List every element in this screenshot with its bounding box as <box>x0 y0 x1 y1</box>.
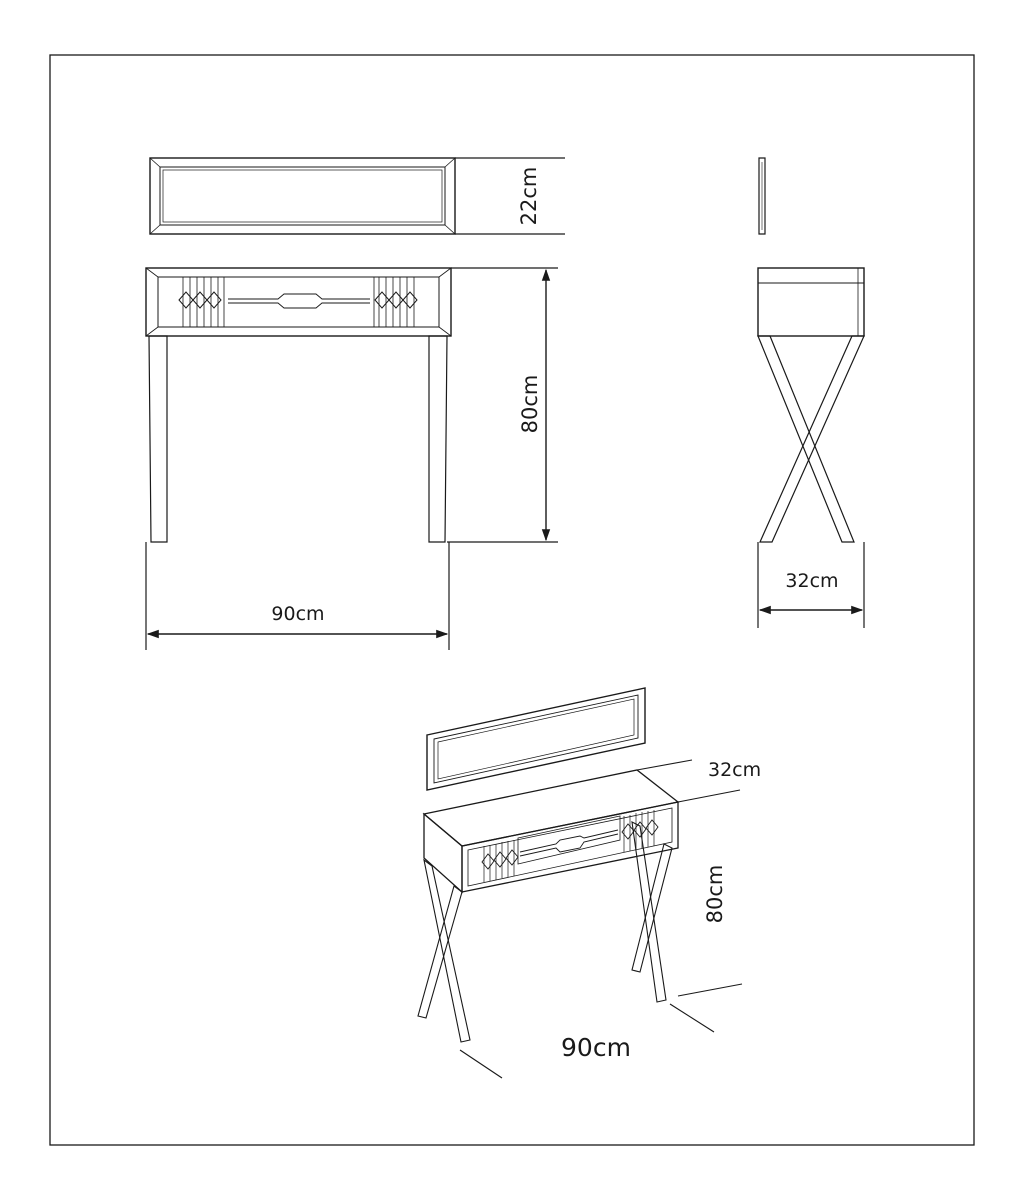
iso-depth-label: 32cm <box>708 759 762 781</box>
iso-right-diamond-panel <box>622 810 658 852</box>
drawing-frame <box>50 55 974 1145</box>
front-left-diamond-panel <box>179 277 221 327</box>
front-right-diamond-panel <box>375 277 417 327</box>
iso-width-label: 90cm <box>561 1033 631 1062</box>
mirror-height-dimension <box>455 158 565 234</box>
side-view <box>758 158 864 628</box>
front-view <box>146 158 565 650</box>
table-depth-label: 32cm <box>785 570 839 592</box>
table-width-label: 90cm <box>271 603 325 625</box>
isometric-view <box>418 688 761 1078</box>
iso-dimension-lines <box>460 760 742 1078</box>
side-table-body <box>758 268 864 336</box>
iso-height-label: 80cm <box>703 864 727 924</box>
iso-legs <box>418 822 672 1042</box>
mirror-height-label: 22cm <box>517 166 541 226</box>
front-mirror <box>150 158 455 234</box>
front-legs <box>149 336 447 542</box>
side-crossed-legs <box>758 336 864 542</box>
table-height-label: 80cm <box>518 374 542 434</box>
table-width-dimension <box>146 542 449 650</box>
